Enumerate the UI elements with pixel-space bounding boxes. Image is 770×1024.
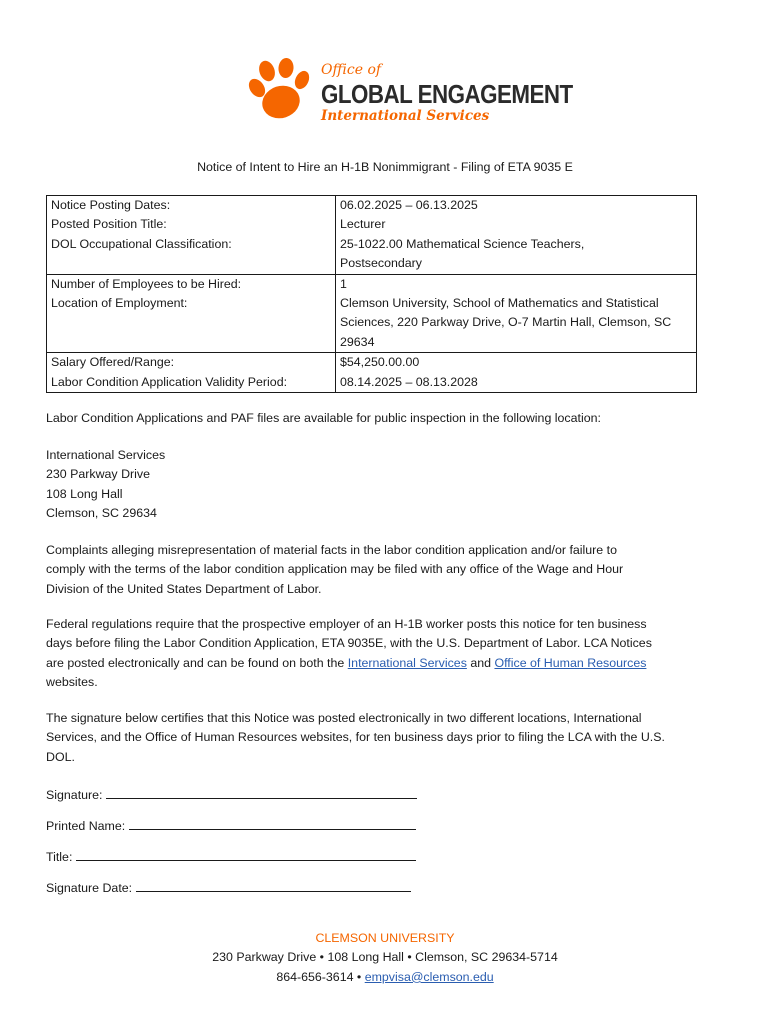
address-line: Clemson, SC 29634 <box>46 506 157 521</box>
table-value-cell <box>336 274 697 353</box>
table-row <box>47 196 697 275</box>
address-line: 230 Parkway Drive <box>46 467 150 482</box>
signature-field[interactable] <box>46 784 417 805</box>
paragraph-line: Services, and the Office of Human Resources websites, for ten business days prior to filing the LCA with the U.S. <box>46 730 665 745</box>
email-link[interactable]: empvisa@clemson.edu <box>364 969 494 984</box>
label-dol-classification: DOL Occupational Classification: <box>51 236 232 251</box>
table-row <box>47 353 697 393</box>
paragraph-line <box>46 654 726 673</box>
title-label: Title: <box>46 850 73 864</box>
value-location: Clemson University, School of Mathematics and Statistical <box>340 296 659 311</box>
value-salary: $54,250.00.00 <box>340 355 420 370</box>
table-label-cell <box>47 274 336 353</box>
value-dol-classification-cont: Postsecondary <box>340 256 422 271</box>
footer <box>0 929 770 987</box>
paragraph-text: and <box>466 655 495 670</box>
printed-name-field[interactable] <box>46 815 416 836</box>
footer-phone: 864-656-3614 • <box>276 969 365 984</box>
signature-label: Signature: <box>46 788 103 802</box>
label-lca-validity: Labor Condition Application Validity Period: <box>51 374 288 389</box>
table-value-cell <box>336 353 697 393</box>
paw-icon <box>245 58 313 122</box>
table-row <box>47 274 697 353</box>
address-line: International Services <box>46 448 166 462</box>
paragraph-line: The signature below certifies that this Notice was posted electronically in two different locations, International <box>46 711 642 725</box>
paragraph-line: Complaints alleging misrepresentation of material facts in the labor condition application and/or failure to <box>46 543 617 557</box>
complaints-paragraph <box>46 541 726 599</box>
label-position-title: Posted Position Title: <box>51 217 167 232</box>
paragraph-line: DOL. <box>46 749 75 764</box>
footer-contact <box>0 968 770 987</box>
table-label-cell <box>47 196 336 275</box>
value-location-zip: 29634 <box>340 334 375 349</box>
title-line[interactable] <box>76 846 416 861</box>
signature-date-field[interactable] <box>46 877 411 898</box>
table-label-cell <box>47 353 336 393</box>
signature-date-line[interactable] <box>136 877 411 892</box>
label-blank <box>51 254 331 273</box>
value-employees-count: 1 <box>340 276 347 291</box>
table-value-cell <box>336 196 697 275</box>
footer-address: 230 Parkway Drive • 108 Long Hall • Clemson, SC 29634-5714 <box>212 950 558 965</box>
title-field[interactable] <box>46 846 416 867</box>
paragraph-line: comply with the terms of the labor condition application may be filed with any office of the Wage and Hour <box>46 562 624 577</box>
paragraph-line: websites. <box>46 675 98 690</box>
logo-global-engagement: GLOBAL ENGAGEMENT <box>321 79 573 109</box>
paragraph-text: are posted electronically and can be found on both the <box>46 655 348 670</box>
office-logo <box>245 58 573 128</box>
printed-name-label: Printed Name: <box>46 819 126 833</box>
federal-paragraph <box>46 615 726 693</box>
document-title: Notice of Intent to Hire an H-1B Nonimmigrant - Filing of ETA 9035 E <box>197 160 573 174</box>
label-location: Location of Employment: <box>51 296 188 311</box>
value-position-title: Lecturer <box>340 217 386 232</box>
paragraph-line: days before filing the Labor Condition Application, ETA 9035E, with the U.S. Department of Labor. LCA Notices <box>46 636 652 651</box>
certify-paragraph <box>46 709 726 767</box>
value-posting-dates: 06.02.2025 – 06.13.2025 <box>340 198 478 212</box>
label-posting-dates: Notice Posting Dates: <box>51 198 171 212</box>
address-line: 108 Long Hall <box>46 486 123 501</box>
inspection-address <box>46 446 726 524</box>
label-blank <box>51 313 331 332</box>
value-lca-validity: 08.14.2025 – 08.13.2028 <box>340 374 478 389</box>
value-dol-classification: 25-1022.00 Mathematical Science Teachers, <box>340 236 585 251</box>
logo-office-of: Office of <box>321 62 382 78</box>
label-blank <box>51 333 331 352</box>
label-salary: Salary Offered/Range: <box>51 355 175 370</box>
notice-info-table <box>46 195 697 393</box>
international-services-link[interactable]: International Services <box>347 655 467 670</box>
signature-date-label: Signature Date: <box>46 881 133 895</box>
logo-international-services: International Services <box>321 108 490 124</box>
paragraph-line: Division of the United States Department of Labor. <box>46 581 322 596</box>
inspection-paragraph: Labor Condition Applications and PAF files are available for public inspection in the following location: <box>46 411 601 425</box>
label-employees-count: Number of Employees to be Hired: <box>51 276 242 291</box>
value-location-cont: Sciences, 220 Parkway Drive, O-7 Martin Hall, Clemson, SC <box>340 315 672 330</box>
signature-line[interactable] <box>106 784 417 799</box>
printed-name-line[interactable] <box>129 815 416 830</box>
office-of-human-resources-link[interactable]: Office of Human Resources <box>494 655 647 670</box>
paragraph-line: Federal regulations require that the prospective employer of an H-1B worker posts this notice for ten business <box>46 617 647 631</box>
footer-university: CLEMSON UNIVERSITY <box>315 931 455 945</box>
